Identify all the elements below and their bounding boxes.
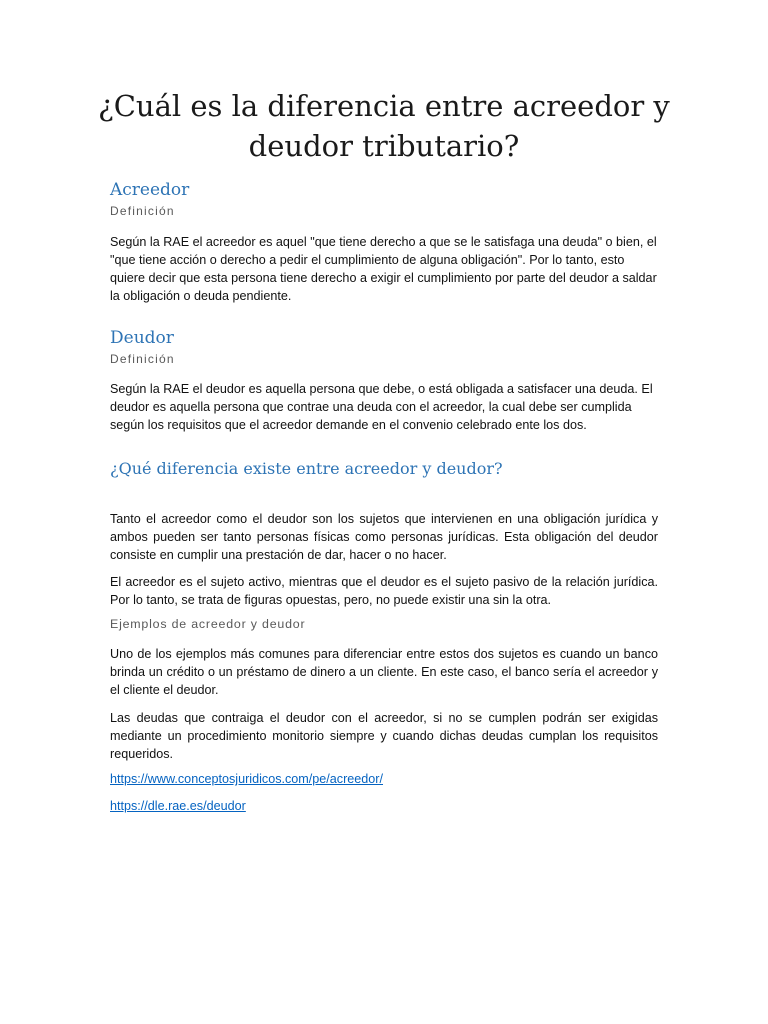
paragraph-deudor-definition: Según la RAE el deudor es aquella persona que debe, o está obligada a satisfacer una deuda. El deudor es aquella persona que contrae una deuda con el acreedor, la cual debe ser cumplida según los requisitos que el acreedor demande en el convenio celebrado ente los dos.	[110, 382, 653, 432]
paragraph-diferencia-1: Tanto el acreedor como el deudor son los sujetos que intervienen en una obligación jurídica y ambos pueden ser tanto personas físicas como personas jurídicas. Esta obligación del deudor consiste en cumplir una prestación de dar, hacer o no hacer.	[110, 512, 658, 562]
subheading-ejemplos: Ejemplos de acreedor y deudor	[110, 617, 306, 631]
paragraph-acreedor-definition: Según la RAE el acreedor es aquel "que tiene derecho a que se le satisfaga una deuda" o bien, el "que tiene acción o derecho a pedir el cumplimiento de alguna obligación". Por lo tanto, esto quiere decir que esta persona tiene derecho a exigir el cumplimiento por parte del deudor a saldar la obligación o deuda pendiente.	[110, 235, 657, 303]
paragraph-ejemplos-1: Uno de los ejemplos más comunes para diferenciar entre estos dos sujetos es cuando un banco brinda un crédito o un préstamo de dinero a un cliente. En este caso, el banco sería el acreedor y el cliente el deudor.	[110, 647, 658, 697]
link-dle-rae[interactable]: https://dle.rae.es/deudor	[110, 799, 246, 813]
section-heading-deudor: Deudor	[110, 328, 174, 348]
link-conceptosjuridicos[interactable]: https://www.conceptosjuridicos.com/pe/acreedor/	[110, 772, 383, 786]
section-heading-acreedor: Acreedor	[110, 180, 190, 200]
section-heading-diferencia: ¿Qué diferencia existe entre acreedor y deudor?	[110, 459, 503, 478]
paragraph-diferencia-2: El acreedor es el sujeto activo, mientras que el deudor es el sujeto pasivo de la relación jurídica. Por lo tanto, se trata de figuras opuestas, pero, no puede existir una sin la otra.	[110, 575, 658, 607]
document-title: ¿Cuál es la diferencia entre acreedor y deudor tributario?	[98, 89, 670, 163]
paragraph-ejemplos-2: Las deudas que contraiga el deudor con el acreedor, si no se cumplen podrán ser exigidas mediante un procedimiento monitorio siempre y cuando dichas deudas cumplan los requisitos requeridos.	[110, 711, 658, 761]
subheading-definicion-acreedor: Definición	[110, 204, 175, 218]
subheading-definicion-deudor: Definición	[110, 352, 175, 366]
